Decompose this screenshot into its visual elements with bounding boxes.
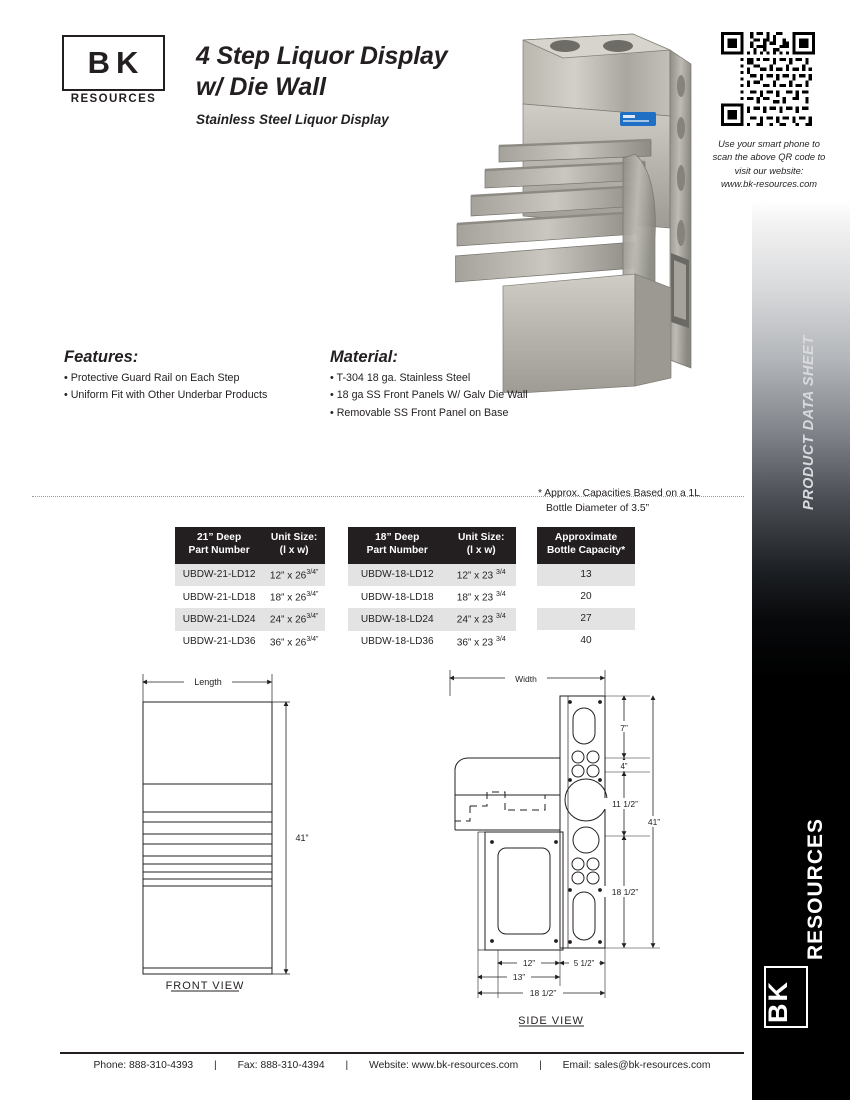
header-line2: (l x w) (466, 544, 496, 556)
material-heading: Material: (330, 348, 398, 366)
sidebar-bk-logo-text: BK (763, 980, 793, 1023)
size-fraction: 3/4 (496, 590, 506, 598)
table-row (175, 608, 325, 630)
side-view-label: SIDE VIEW (518, 1015, 584, 1027)
cell-unit-size (446, 564, 516, 586)
header-line2: Bottle Capacity* (546, 544, 626, 556)
table-row (537, 608, 635, 630)
front-view-length-label: Length (194, 677, 222, 687)
cell-part-number: UBDW-21-LD24 (175, 608, 263, 630)
size-main: 36” x 23 (456, 636, 494, 648)
table-row (348, 631, 516, 653)
header-bottle-capacity (537, 527, 635, 564)
footer-fax: Fax: 888-310-4394 (237, 1060, 325, 1071)
cell-unit-size (446, 608, 516, 630)
qr-code-icon (721, 32, 815, 126)
table-row (348, 564, 516, 586)
table-header-row (537, 527, 635, 564)
size-fraction: 3/4 (496, 635, 506, 643)
table-row (537, 586, 635, 608)
table-bottle-capacity (537, 527, 635, 652)
header-unit-size (446, 527, 516, 564)
cell-capacity: 27 (537, 608, 635, 630)
cell-capacity: 40 (537, 630, 635, 652)
qr-caption-line4: www.bk-resources.com (720, 179, 818, 190)
cell-part-number: UBDW-18-LD36 (348, 631, 446, 653)
side-view-dim-18-5-right: 18 1/2” (611, 887, 639, 897)
cell-part-number: UBDW-21-LD36 (175, 631, 263, 653)
size-main: 24” x 23 (456, 614, 494, 626)
qr-caption (700, 138, 838, 192)
header-line1: 18” Deep (375, 532, 420, 543)
table-header-row (348, 527, 516, 564)
header-line1: Unit Size: (270, 532, 318, 543)
footnote-line1: * Approx. Capacities Based on a 1L (538, 488, 700, 499)
sidebar-product-data-sheet-label: PRODUCT DATA SHEET (801, 335, 817, 510)
front-view-height-label: 41” (295, 833, 309, 843)
footer-separator: | (214, 1060, 217, 1071)
size-fraction: 3/4 (496, 613, 506, 621)
features-list (64, 370, 329, 405)
cell-unit-size (263, 608, 325, 630)
table-row (348, 608, 516, 630)
page-title-line2: w/ Die Wall (196, 73, 327, 101)
material-item: • T-304 18 ga. Stainless Steel (330, 370, 580, 387)
cell-part-number: UBDW-18-LD24 (348, 608, 446, 630)
side-view-dim-5-5: 5 1/2” (573, 959, 595, 968)
header-part-number (175, 527, 263, 564)
sidebar-resources-label: RESOURCES (804, 817, 827, 960)
technical-drawings (0, 660, 752, 1050)
size-main: 24” x 26 (269, 614, 307, 626)
side-view-dim-11-5: 11 1/2” (612, 799, 638, 809)
size-main: 36” x 26 (269, 636, 307, 648)
size-main: 12” x 26 (269, 569, 307, 581)
header-line1: 21” Deep (197, 532, 242, 543)
material-item: • 18 ga SS Front Panels W/ Galv Die Wall (330, 387, 580, 404)
bk-logo-subtitle: RESOURCES (70, 93, 157, 105)
size-fraction: 3/4” (306, 613, 319, 621)
side-view-dim-4: 4” (620, 762, 628, 771)
product-photo (455, 28, 700, 393)
footer-contact-bar (60, 1060, 744, 1071)
header-line2: Part Number (366, 544, 428, 556)
footer-email[interactable]: Email: sales@bk-resources.com (562, 1060, 711, 1071)
cell-part-number: UBDW-21-LD18 (175, 586, 263, 608)
table-row (537, 630, 635, 652)
table-18-deep (348, 527, 516, 653)
qr-caption-line1: Use your smart phone to (718, 139, 820, 149)
bk-logo (62, 35, 165, 91)
feature-item: • Uniform Fit with Other Underbar Products (64, 387, 329, 404)
side-view-dim-41: 41” (647, 817, 661, 827)
side-view-dim-18-5-bottom: 18 1/2” (529, 988, 557, 998)
footer-website[interactable]: Website: www.bk-resources.com (369, 1060, 519, 1071)
header-part-number (348, 527, 446, 564)
material-list (330, 370, 580, 422)
cell-unit-size (263, 564, 325, 586)
header-line2: Part Number (188, 544, 250, 556)
header-unit-size (263, 527, 325, 564)
capacity-footnote (538, 487, 738, 517)
cell-unit-size (263, 586, 325, 608)
front-view-label: FRONT VIEW (165, 980, 245, 992)
material-item: • Removable SS Front Panel on Base (330, 405, 580, 422)
size-fraction: 3/4” (306, 635, 319, 643)
qr-caption-line3: visit our website: (734, 165, 804, 176)
side-view-width-label: Width (515, 674, 537, 684)
page-subtitle: Stainless Steel Liquor Display (196, 112, 389, 127)
cell-unit-size (263, 631, 325, 653)
footer-separator: | (345, 1060, 349, 1071)
cell-part-number: UBDW-21-LD12 (175, 564, 263, 586)
size-main: 12” x 23 (456, 569, 494, 581)
footnote-line2: Bottle Diameter of 3.5” (546, 502, 650, 514)
cell-part-number: UBDW-18-LD12 (348, 564, 446, 586)
table-21-deep (175, 527, 325, 653)
size-fraction: 3/4” (306, 590, 319, 598)
page-title-line1: 4 Step Liquor Display (196, 42, 448, 70)
cell-unit-size (446, 586, 516, 608)
footer-divider (60, 1052, 744, 1054)
footer-separator: | (539, 1060, 542, 1071)
cell-capacity: 20 (537, 586, 635, 608)
features-heading: Features: (64, 348, 139, 366)
side-view-dim-7: 7” (620, 723, 628, 733)
table-row (348, 586, 516, 608)
footer-phone: Phone: 888-310-4393 (93, 1060, 194, 1071)
size-main: 18” x 26 (269, 592, 307, 604)
front-view-drawing (143, 674, 290, 991)
qr-caption-line2: scan the above QR code to (712, 152, 826, 163)
size-fraction: 3/4 (496, 568, 506, 576)
cell-part-number: UBDW-18-LD18 (348, 586, 446, 608)
size-fraction: 3/4” (306, 568, 319, 576)
side-view-dim-12: 12” (522, 958, 536, 968)
table-header-row (175, 527, 325, 564)
table-row (175, 564, 325, 586)
header-line1: Approximate (554, 532, 618, 543)
table-row (537, 564, 635, 586)
header-line2: (l x w) (279, 544, 309, 556)
feature-item: • Protective Guard Rail on Each Step (64, 370, 329, 387)
bk-logo-text: BK (87, 45, 145, 80)
side-view-dim-13: 13” (512, 972, 526, 982)
table-row (175, 586, 325, 608)
table-row (175, 631, 325, 653)
sidebar-bk-logo (764, 966, 808, 1028)
size-main: 18” x 23 (456, 592, 494, 604)
header-line1: Unit Size: (458, 532, 505, 543)
cell-unit-size (446, 631, 516, 653)
cell-capacity: 13 (537, 564, 635, 586)
